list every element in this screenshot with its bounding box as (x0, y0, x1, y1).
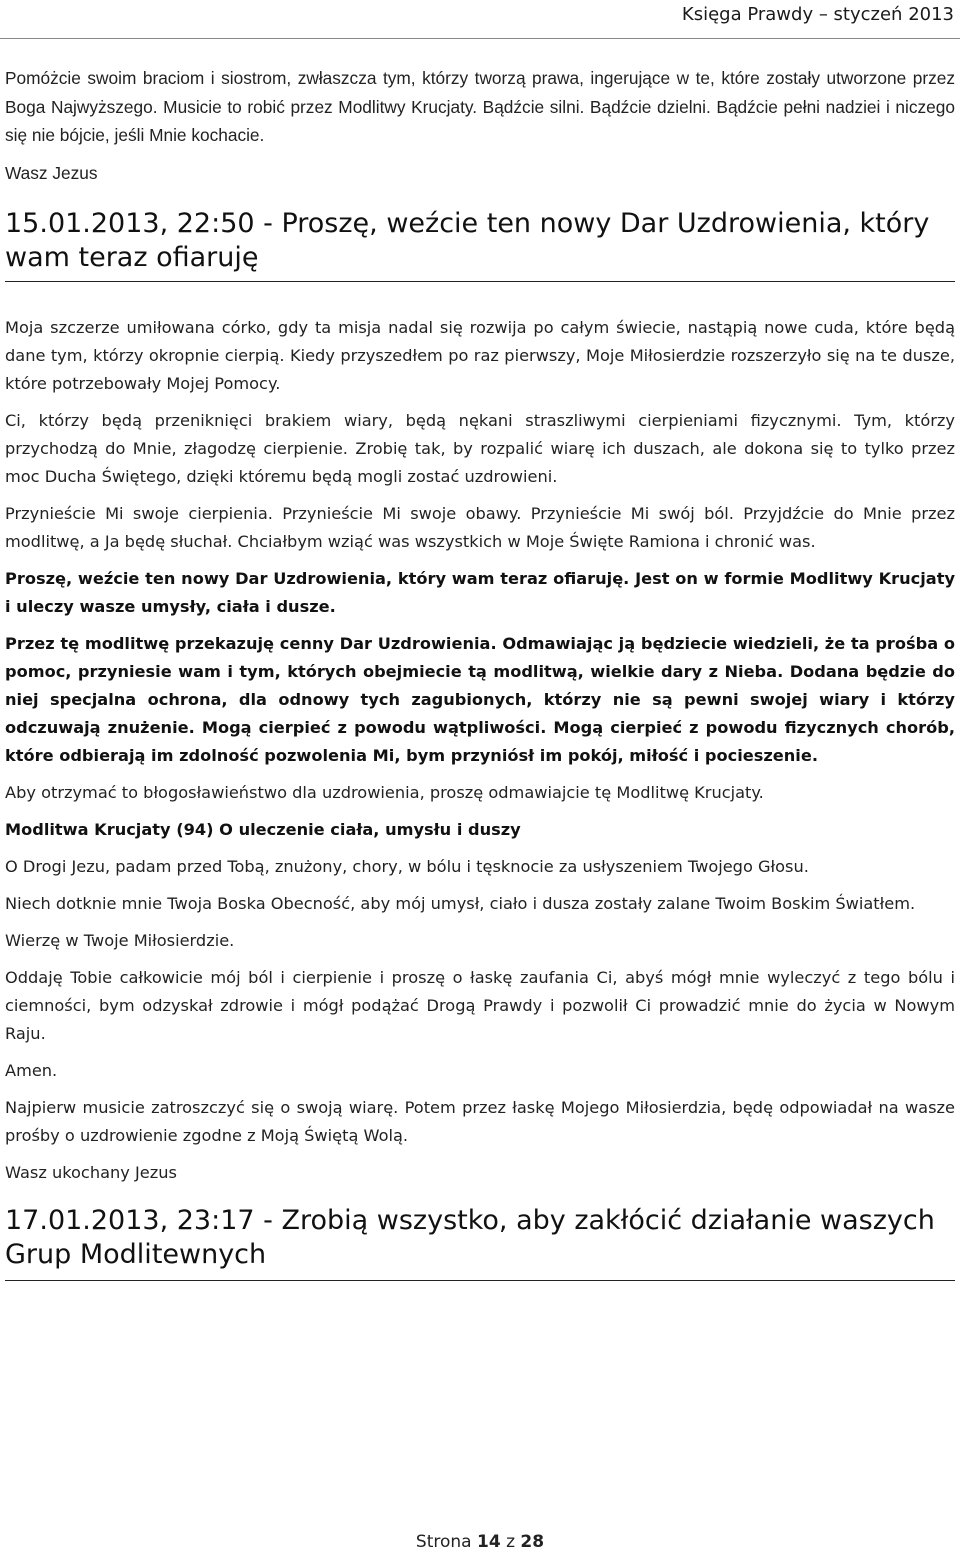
prayer-line-4: Oddaję Tobie całkowicie mój ból i cierpienie i proszę o łaskę zaufania Ci, abyś mógł mnie wyleczyć z tego bólu i ciemności, bym odzyskał zdrowie i mógł podążać Drogą Prawdy i pozwolił Ci prowadzić mnie do życia w Nowym Raju. (5, 968, 955, 1043)
paragraph-gift-intro: Proszę, weźcie ten nowy Dar Uzdrowienia, który wam teraz ofiaruję. Jest on w formie Modlitwy Krucjaty i uleczy wasze umysły, ciała i dusze. (5, 569, 955, 616)
page-footer (0, 1532, 960, 1552)
prayer-line-2: Niech dotknie mnie Twoja Boska Obecność, aby mój umysł, ciało i dusza zostały zalane Twoim Boskim Światłem. (5, 894, 916, 913)
running-header: Księga Prawdy – styczeń 2013 (681, 4, 954, 25)
prayer-title: Modlitwa Krucjaty (94) O uleczenie ciała, umysłu i duszy (5, 820, 521, 839)
paragraph-gift-detail: Przez tę modlitwę przekazuję cenny Dar Uzdrowienia. Odmawiając ją będziecie wiedzieli, że ta prośba o pomoc, przyniesie wam i tym, których obejmiecie tą modlitwą, wielkie dary z Nieba. Dodana będzie do niej specjalna ochrona, dla odnowy tych zagubionych, którzy nie są pewni swojej wiary i którzy odczuwają znużenie. Mogą cierpieć z powodu wątpliwości. Mogą cierpieć z powodu fizycznych chorób, które odbierają im zdolność pozwolenia Mi, bym przyniósł im pokój, miłość i pocieszenie. (5, 634, 955, 765)
section-heading-2: 17.01.2013, 23:17 - Zrobią wszystko, aby zakłócić działanie waszych Grup Modlitewnych (5, 1204, 955, 1281)
page-content (5, 64, 955, 1281)
prayer-line-1: O Drogi Jezu, padam przed Tobą, znużony, chory, w bólu i tęsknocie za usłyszeniem Twojego Głosu. (5, 857, 809, 876)
intro-signature: Wasz Jezus (5, 162, 98, 183)
message-body (5, 314, 955, 1187)
paragraph-2: Ci, którzy będą przeniknięci brakiem wiary, będą nękani straszliwymi cierpieniami fizycznymi. Tym, którzy przychodzą do Mnie, złagodzę cierpienie. Zrobię tak, by rozpalić wiarę ich duszach, ale dokona się to tylko przez moc Ducha Świętego, dzięki któremu będą mogli zostać uzdrowieni. (5, 411, 955, 486)
paragraph-1: Moja szczerze umiłowana córko, gdy ta misja nadal się rozwija po całym świecie, nastąpią nowe cuda, które będą dane tym, którzy okropnie cierpią. Kiedy przyszedłem po raz pierwszy, Moje Miłosierdzie rozszerzyło się na te dusze, które potrzebowały Mojej Pomocy. (5, 318, 955, 393)
intro-paragraph: Pomóżcie swoim braciom i siostrom, zwłaszcza tym, którzy tworzą prawa, ingerujące w te, które zostały utworzone przez Boga Najwyższego. Musicie to robić przez Modlitwy Krucjaty. Bądźcie silni. Bądźcie dzielni. Bądźcie pełni nadziei i niczego się nie bójcie, jeśli Mnie kochacie. (5, 68, 955, 145)
intro-block (5, 64, 955, 187)
paragraph-closing: Najpierw musicie zatroszczyć się o swoją wiarę. Potem przez łaskę Mojego Miłosierdzia, będę odpowiadał na wasze prośby o uzdrowienie zgodne z Moją Świętą Wolą. (5, 1098, 955, 1145)
section-heading-1: 15.01.2013, 22:50 - Proszę, weźcie ten nowy Dar Uzdrowienia, który wam teraz ofiaruję (5, 207, 955, 282)
footer-page-total: 28 (520, 1532, 545, 1552)
footer-prefix: Strona (415, 1532, 472, 1552)
paragraph-3: Przynieście Mi swoje cierpienia. Przynieście Mi swoje obawy. Przynieście Mi swój ból. Przyjdźcie do Mnie przez modlitwę, a Ja będę słuchał. Chciałbym wziąć was wszystkich w Moje Święte Ramiona i chronić was. (5, 504, 955, 551)
footer-separator: z (506, 1532, 515, 1552)
prayer-line-3: Wierzę w Twoje Miłosierdzie. (5, 931, 235, 950)
footer-page-number: 14 (476, 1532, 501, 1552)
signature: Wasz ukochany Jezus (5, 1163, 177, 1182)
paragraph-blessing: Aby otrzymać to błogosławieństwo dla uzdrowienia, proszę odmawiajcie tę Modlitwę Krucjaty. (5, 783, 764, 802)
header-rule (0, 38, 960, 39)
prayer-amen: Amen. (5, 1061, 58, 1080)
